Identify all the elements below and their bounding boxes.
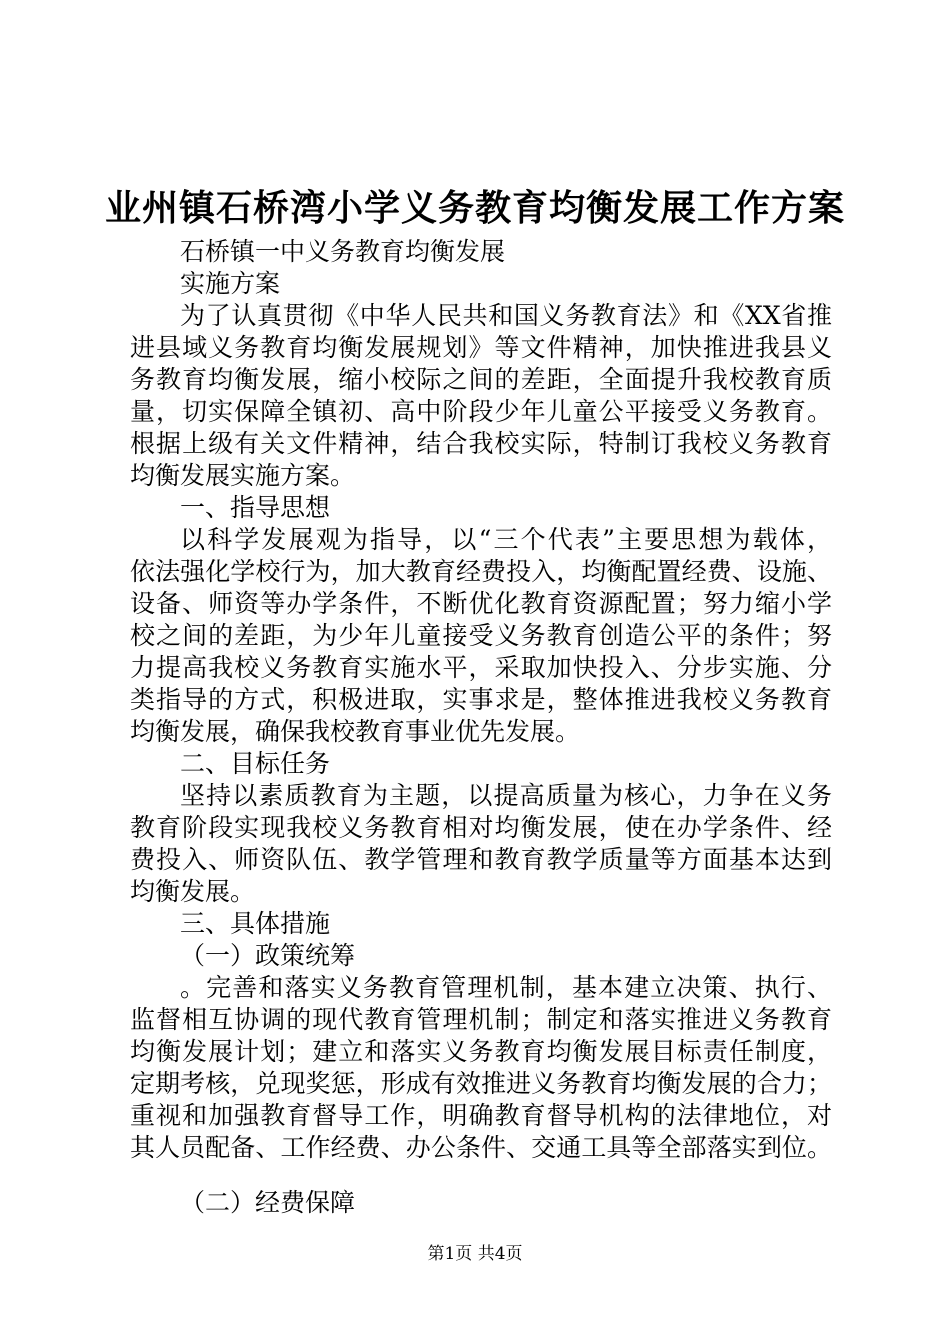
paragraph-line: 费投入、师资队伍、教学管理和教育教学质量等方面基本达到 <box>130 845 832 874</box>
paragraph-gap <box>130 1164 832 1187</box>
document-title: 业州镇石桥湾小学义务教育均衡发展工作方案 <box>104 187 845 229</box>
paragraph-line: 根据上级有关文件精神，结合我校实际，特制订我校义务教育 <box>130 429 832 458</box>
section1-paragraph <box>130 524 832 748</box>
paragraph-line: 量，切实保障全镇初、高中阶段少年儿童公平接受义务教育。 <box>130 397 832 426</box>
subsection-heading: （一）政策统筹 <box>180 941 356 970</box>
section2-paragraph <box>130 780 832 908</box>
paragraph-line: 均衡发展。 <box>130 877 256 906</box>
page-number-footer: 第1页 共4页 <box>427 1244 523 1264</box>
paragraph-line: 重视和加强教育督导工作，明确教育督导机构的法律地位，对 <box>130 1101 832 1130</box>
paragraph-line: 坚持以素质教育为主题，以提高质量为核心，力争在义务 <box>180 781 832 810</box>
sub1-paragraph <box>130 972 832 1164</box>
paragraph-line: 教育阶段实现我校义务教育相对均衡发展，使在办学条件、经 <box>130 813 832 842</box>
intro-paragraph <box>130 300 832 492</box>
paragraph-line: 以科学发展观为指导，以“三个代表”主要思想为载体， <box>180 525 832 554</box>
section-heading: 二、目标任务 <box>180 749 331 778</box>
paragraph-line: 类指导的方式，积极进取，实事求是，整体推进我校义务教育 <box>130 685 832 714</box>
section-heading: 一、指导思想 <box>180 493 331 522</box>
paragraph-line: 其人员配备、工作经费、办公条件、交通工具等全部落实到位。 <box>130 1133 832 1162</box>
paragraph-line: 设备、师资等办学条件，不断优化教育资源配置；努力缩小学 <box>130 589 832 618</box>
paragraph-line: 定期考核，兑现奖惩，形成有效推进义务教育均衡发展的合力； <box>130 1069 832 1098</box>
paragraph-line: 进县域义务教育均衡发展规划》等文件精神，加快推进我县义 <box>130 333 832 362</box>
paragraph-line: 为了认真贯彻《中华人民共和国义务教育法》和《XX省推 <box>180 301 832 330</box>
paragraph-line: 校之间的差距，为少年儿童接受义务教育创造公平的条件；努 <box>130 621 832 650</box>
paragraph-line: 务教育均衡发展，缩小校际之间的差距，全面提升我校教育质 <box>130 365 832 394</box>
paragraph-line: 均衡发展计划；建立和落实义务教育均衡发展目标责任制度， <box>130 1037 832 1066</box>
paragraph-line: 均衡发展，确保我校教育事业优先发展。 <box>130 717 581 746</box>
paragraph-line: 力提高我校义务教育实施水平，采取加快投入、分步实施、分 <box>130 653 832 682</box>
paragraph-line: 。完善和落实义务教育管理机制，基本建立决策、执行、 <box>180 973 832 1002</box>
paragraph-line: 监督相互协调的现代教育管理机制；制定和落实推进义务教育 <box>130 1005 832 1034</box>
subtitle-line: 石桥镇一中义务教育均衡发展 <box>180 237 506 266</box>
paragraph-line: 依法强化学校行为，加大教育经费投入，均衡配置经费、设施、 <box>130 557 832 586</box>
subsection-heading: （二）经费保障 <box>180 1188 356 1217</box>
paragraph-line: 均衡发展实施方案。 <box>130 461 356 490</box>
subtitle-line: 实施方案 <box>180 269 281 298</box>
document-body <box>130 236 832 1219</box>
section-heading: 三、具体措施 <box>180 909 331 938</box>
